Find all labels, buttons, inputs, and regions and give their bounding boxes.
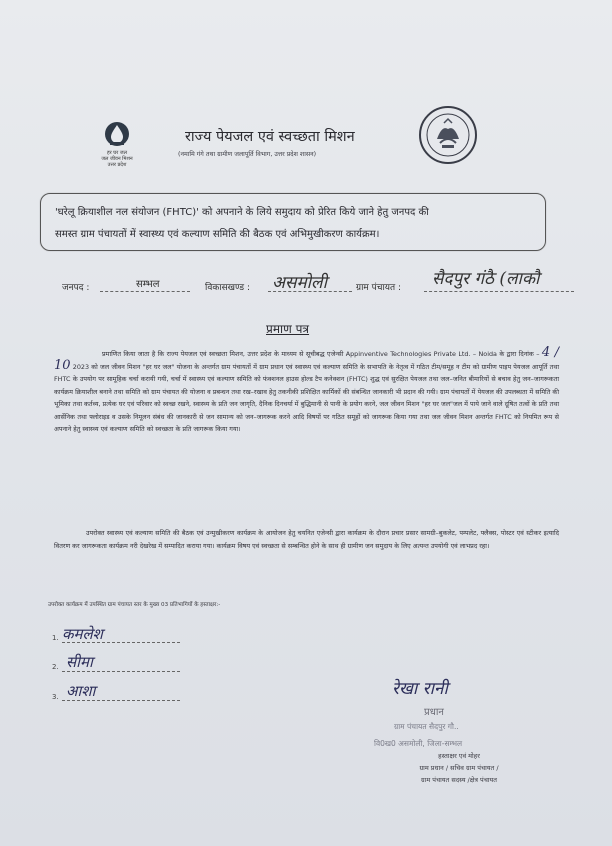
panchayat-underline (424, 291, 574, 292)
page-header-subtitle: (नमामि गंगे तथा ग्रामीण जलापूर्ति विभाग, उत्तर प्रदेश शासन) (178, 151, 317, 158)
program-title-line-1: 'घरेलू क्रियाशील नल संयोजन (FHTC)' को अपनाने के लिये समुदाय को प्रेरित किये जाने हेतु जनपद की (55, 207, 429, 218)
signature-line (62, 671, 180, 672)
signature-line (62, 700, 180, 701)
office-caption-1: हस्ताक्षर एवं मोहर (438, 752, 480, 760)
office-caption-3: ग्राम पंचायत सदस्य /क्षेत्र पंचायत (420, 776, 498, 784)
signatory-name: आशा (66, 682, 96, 700)
handwritten-date: 4 / 10 (54, 345, 559, 373)
body-paragraph-2 (54, 527, 559, 552)
signatory-name: कमलेश (62, 625, 103, 643)
certificate-title: प्रमाण पत्र (266, 322, 310, 336)
signatory-number: 3. (52, 693, 59, 701)
pradhan-signature: रेखा रानी (392, 679, 448, 699)
program-title-line-2: समस्त ग्राम पंचायतों में स्वास्थ्य एवं कल्याण समिति की बैठक एवं अभिमुखीकरण कार्यक्रम। (55, 229, 380, 240)
body-paragraph-1-start: प्रमाणित किया जाता है कि राज्य पेयजल एवं स्वच्छता मिशन, उत्तर प्रदेश के माध्यम से सूचीबद्ध एजेन्सी Appinventive Technologies Private Ltd. – Noida के द्वारा दिनांक – (102, 350, 540, 358)
program-title-box (40, 193, 546, 251)
stamp-designation: प्रधान (424, 707, 444, 718)
body-paragraph-2-text: उपरोक्त स्वास्थ्य एवं कल्याण समिति की बैठक एवं उन्मुखीकरण कार्यक्रम के आयोजन हेतु चयनित एजेन्सी द्वारा कार्यक्रम के दौरान प्रचार प्रसार सामग्री–बुकलेट, पम्पलेट, फ्लैक्स, पोस्टर एवं स्टीकर इत्यादि वितरण कर जागरूकता कार्यक्रम नरी देखरेख में सम्पादित कराया गया। कार्यक्रम विषय एवं स्वच्छता से सम्बन्धित होने के साथ ही ग्रामीण जन समुदाय के लिए अत्यन्त उपयोगी एवं लाभप्रद रहा। (54, 529, 559, 550)
stamp-panchayat: ग्राम पंचायत सैदपुर गौ.. (394, 722, 459, 731)
signatory-number: 2. (52, 663, 59, 671)
district-label: जनपद : (62, 283, 90, 293)
page-header-title: राज्य पेयजल एवं स्वच्छता मिशन (185, 129, 355, 145)
office-caption-2: ग्राम प्रधान / सचिव ग्राम पंचायत / (419, 764, 499, 772)
up-state-emblem-icon (418, 105, 478, 165)
block-value: असमोली (272, 273, 327, 293)
stamp-block-district: वि0ख0 असमोली, जिला-सम्भल (374, 739, 463, 748)
signatories-intro: उपरोक्त कार्यक्रम में उपस्थित ग्राम पंचायत स्तर के मुख्य 03 प्रतिभागियों के हस्ताक्षर:- (48, 602, 221, 608)
district-underline (100, 291, 190, 292)
body-paragraph-1 (54, 345, 559, 436)
logo-caption: हर घर जल जल जीवन मिशन उत्तर प्रदेश (101, 150, 133, 168)
signature-line (62, 642, 180, 643)
body-paragraph-1-rest: 2023 को जल जीवन मिशन "हर घर जल" योजना के अन्तर्गत ग्राम पंचायतों में ग्राम प्रधान एवं स्वास्थ्य एवं कल्याण समिति के सभापति के नेतृत्व में गठित टीम/समूह न टीम को ग्रामीण पाइप पेयजल आपूर्ति तथा FHTC के उपयोग पर सामूहिक चर्चा करायी गयी, चर्चा में स्वास्थ्य एवं कल्याण समिति को फंक्शनल हाउस होल्ड टैप कनेक्शन (FHTC) शुद्ध एवं सुरक्षित पेयजल तथा जल–जनित बीमारियों से बचाव हेतु जन–जागरूकता कार्यक्रम क्रियाशील बनाने तथा समिति को ग्राम पंचायत की योजना व प्रबन्धन तथा रख–रखाव हेतु तकनीकी प्रशिक्षित कार्मिकों की संबन्धित जानकारी भी प्रदान की गयी। ग्राम पंचायतों में पेयजल की उपलब्धता में समिति की भूमिका तथा कर्तव्य, प्रत्येक घर एवं परिवार को स्वच्छ रखने, स्वास्थ्य के प्रति जन जागृति, दैनिक दिनचर्या में बुद्धिमानी से पानी के प्रयोग करने, जल जीवन मिशन "हर घर जल"जल में पाये जाने वाले दूषित तत्वों के प्रति तथा आर्सेनिक तथा फ्लोराइड व उसके निमूलन संबंध की जानकारी से जन सामान्य को जन–जागरूक करने आदि विषयों पर गठित समूहों को जागरूक किया गया तथा जल जीवन मिशन अन्तर्गत FHTC को नियमित रूप से अपनाने हेतु स्वास्थ्य एवं कल्याण समिति को स्वच्छता के प्रति जागरूक किया गया। (54, 362, 559, 433)
signatory-name: सीमा (66, 653, 93, 671)
block-label: विकासखण्ड : (205, 283, 251, 293)
panchayat-label: ग्राम पंचायत : (356, 283, 402, 293)
panchayat-value: सैदपुर गंठै (लाकौ (432, 269, 540, 289)
district-value: सम्भल (136, 279, 160, 290)
signatory-number: 1. (52, 634, 59, 642)
